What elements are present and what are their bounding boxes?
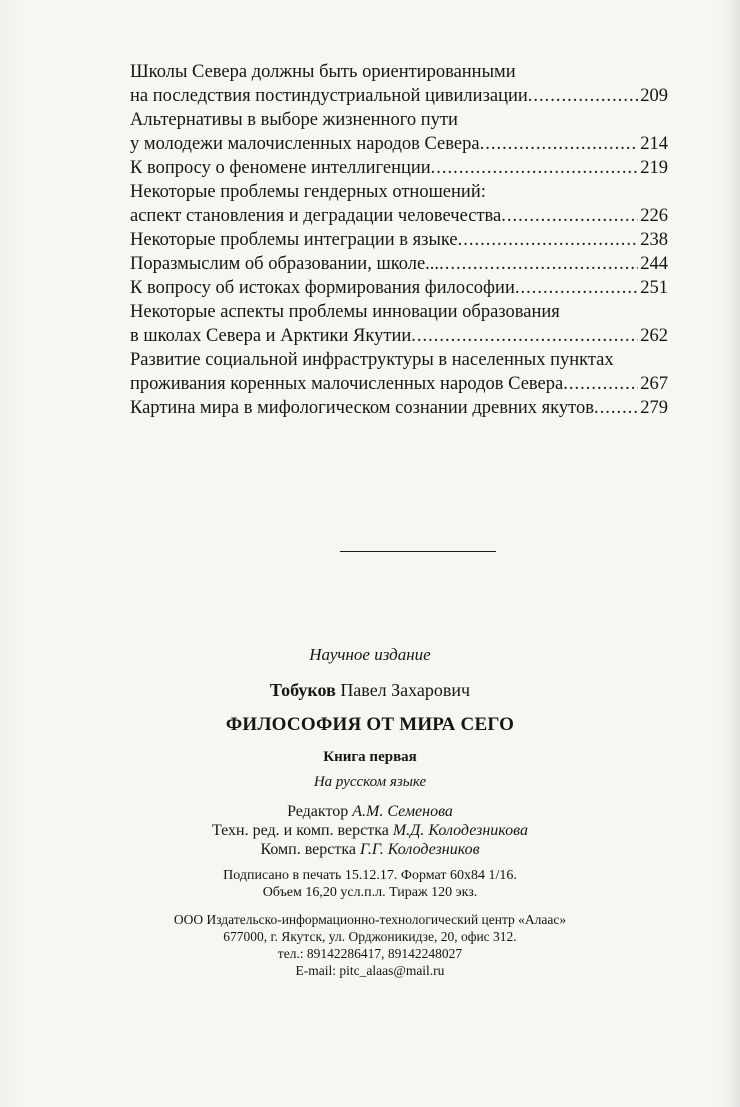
- toc-page-number: 267: [640, 374, 668, 394]
- toc-line: [130, 84, 668, 108]
- toc-page-number: 262: [640, 326, 668, 346]
- toc-page-number: 238: [640, 230, 668, 250]
- toc-leader-dots: [594, 396, 638, 420]
- toc-entry: [130, 252, 668, 276]
- toc-title-line: в школах Севера и Арктики Якутии: [130, 326, 412, 346]
- toc-line: [130, 276, 668, 300]
- toc-title-line: проживания коренных малочисленных народов Севера: [130, 374, 564, 394]
- toc-entry: [130, 156, 668, 180]
- toc-entry: [130, 228, 668, 252]
- print-signed-info: Подписано в печать 15.12.17. Формат 60x84 1/16.: [223, 868, 517, 883]
- publisher-email: E-mail: pitc_alaas@mail.ru: [295, 963, 445, 978]
- toc-entry: [130, 60, 668, 108]
- book-title: ФИЛОСОФИЯ ОТ МИРА СЕГО: [225, 714, 515, 735]
- toc-line: [130, 156, 668, 180]
- toc-page-number: 251: [640, 278, 668, 298]
- toc-line: [130, 60, 668, 84]
- toc-title-line: К вопросу о феномене интеллигенции: [130, 158, 431, 178]
- toc-leader-dots: [439, 252, 638, 276]
- toc-title-line: Некоторые аспекты проблемы инновации образования: [130, 302, 560, 322]
- toc-title-line: Развитие социальной инфраструктуры в населенных пунктах: [130, 350, 614, 370]
- toc-line: [130, 300, 668, 324]
- author-given-name: Павел Захарович: [340, 680, 471, 700]
- layout-role: Комп. верстка: [260, 841, 356, 858]
- editor-role: Редактор: [287, 803, 349, 820]
- toc-line: [130, 396, 668, 420]
- tech-editor-name: М.Д. Колодезникова: [392, 822, 528, 839]
- toc-leader-dots: [431, 156, 639, 180]
- toc-line: [130, 204, 668, 228]
- toc-title-line: у молодежи малочисленных народов Севера: [130, 134, 480, 154]
- toc-leader-dots: [480, 132, 639, 156]
- toc-entry: [130, 348, 668, 396]
- editor-credit: [0, 803, 740, 821]
- toc-page-number: 244: [640, 254, 668, 274]
- toc-title-line: Альтернативы в выборе жизненного пути: [130, 110, 458, 130]
- toc-page-number: 279: [640, 398, 668, 418]
- toc-entry: [130, 276, 668, 300]
- toc-leader-dots: [515, 276, 638, 300]
- section-divider: [340, 551, 496, 552]
- toc-leader-dots: [458, 228, 639, 252]
- toc-title-line: Некоторые проблемы интеграции в языке: [130, 230, 458, 250]
- toc-title-line: на последствия постиндустриальной цивилизации: [130, 86, 528, 106]
- publisher-phones: тел.: 89142286417, 89142248027: [277, 946, 463, 961]
- book-language: На русском языке: [313, 774, 427, 790]
- toc-line: [130, 252, 668, 276]
- toc-title-line: Школы Севера должны быть ориентированными: [130, 62, 516, 82]
- toc-line: [130, 348, 668, 372]
- toc-line: [130, 228, 668, 252]
- toc-page-number: 214: [640, 134, 668, 154]
- toc-leader-dots: [501, 204, 638, 228]
- toc-line: [130, 372, 668, 396]
- toc-line: [130, 108, 668, 132]
- toc-entry: [130, 108, 668, 156]
- page-edge-shadow: [726, 0, 740, 1107]
- layout-name: Г.Г. Колодезников: [359, 841, 480, 858]
- tech-editor-role: Техн. ред. и комп. верстка: [212, 822, 389, 839]
- publisher-name: ООО Издательско-информационно-технологический центр «Алаас»: [173, 912, 567, 927]
- toc-leader-dots: [411, 324, 638, 348]
- layout-credit: [0, 841, 740, 859]
- toc-page-number: 219: [640, 158, 668, 178]
- book-number: Книга первая: [323, 749, 417, 765]
- toc-line: [130, 324, 668, 348]
- toc-entry: [130, 300, 668, 348]
- toc-title-line: Поразмыслим об образовании, школе...: [130, 254, 440, 274]
- toc-line: [130, 180, 668, 204]
- table-of-contents: [130, 60, 668, 420]
- toc-title-line: аспект становления и деградации человечества: [130, 206, 502, 226]
- toc-title-line: Картина мира в мифологическом сознании древних якутов: [130, 398, 594, 418]
- toc-entry: [130, 180, 668, 228]
- author-name: [0, 680, 740, 701]
- toc-title-line: К вопросу об истоках формирования философии: [130, 278, 515, 298]
- editor-name: А.М. Семенова: [352, 803, 453, 820]
- tech-editor-credit: [0, 822, 740, 840]
- edition-type: Научное издание: [309, 645, 431, 664]
- print-volume-info: Объем 16,20 усл.п.л. Тираж 120 экз.: [262, 885, 478, 900]
- toc-page-number: 209: [640, 86, 668, 106]
- toc-leader-dots: [563, 372, 638, 396]
- toc-entry: [130, 396, 668, 420]
- toc-leader-dots: [528, 84, 638, 108]
- author-surname: Тобуков: [269, 680, 336, 700]
- toc-page-number: 226: [640, 206, 668, 226]
- toc-line: [130, 132, 668, 156]
- publisher-address: 677000, г. Якутск, ул. Орджоникидзе, 20, офис 312.: [223, 929, 517, 944]
- toc-title-line: Некоторые проблемы гендерных отношений:: [130, 182, 486, 202]
